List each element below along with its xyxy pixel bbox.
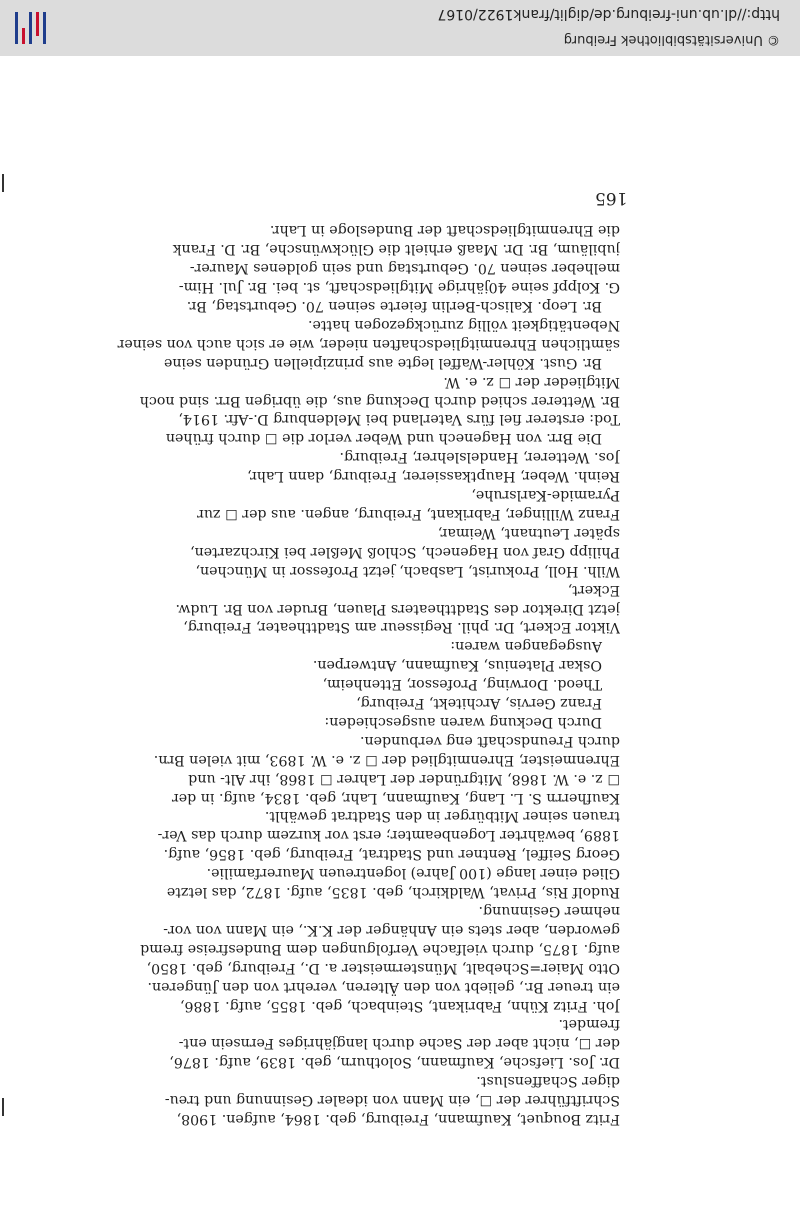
- text-line: fremdet.: [558, 1016, 620, 1033]
- text-line: jetzt Direktor des Stadttheaters Plauen, Bruder von Br. Ludw.: [175, 600, 620, 617]
- page-number: 165: [595, 188, 628, 208]
- text-line: trauen seiner Mitbürger in den Stadtrat gewählt.: [264, 808, 620, 825]
- text-line: Joh. Fritz Kühn, Fabrikant, Steinbach, geb. 1855, aufg. 1886,: [179, 997, 620, 1014]
- text-line: Ehrenmeister, Ehrenmitglied der ☐ z. e. W. 1893, mit vielen Brn.: [153, 751, 620, 768]
- text-line: Glied einer lange (100 Jahre) logentreuen Maurerfamilie.: [206, 865, 620, 882]
- text-line: Br. Gust. Köhler-Waffel legte aus prinzipiellen Gründen seine: [163, 354, 602, 371]
- text-line: diger Schaffenslust.: [476, 1073, 620, 1090]
- text-line: 1889, bewährter Logenbeamter; erst vor kurzem durch das Ver-: [157, 827, 620, 844]
- text-line: Eckert,: [567, 581, 620, 598]
- text-line: Franz Willinger, Fabrikant, Freiburg, angen. aus der ☐ zur: [197, 506, 620, 522]
- copyright-text: © Universitätsbibliothek Freiburg: [563, 32, 780, 47]
- text-line: Oskar Platenius, Kaufmann, Antwerpen.: [312, 657, 602, 674]
- text-line: Nebentätigkeit völlig zurückgezogen hatte.: [307, 316, 620, 333]
- page-text: [8, 221, 620, 1129]
- text-line: sämtlichen Ehrenmitgliedschaften nieder, wie er sich auch von seiner: [117, 335, 620, 352]
- text-line: Dr. Jos. Liefsche, Kaufmann, Solothurn, geb. 1839, aufg. 1876,: [169, 1054, 620, 1071]
- text-line: Philipp Graf von Hagenech, Schloß Meßler bei Kirchzarten,: [190, 543, 620, 560]
- text-line: Mitglieder der ☐ z. e. W.: [443, 373, 620, 390]
- text-line: Jos. Wetterer, Handelslehrer, Freiburg.: [339, 449, 620, 466]
- text-line: Fritz Bouquet, Kaufmann, Freiburg, geb. 1864, aufgen. 1908,: [176, 1111, 620, 1127]
- ub-freiburg-logo-icon: [10, 8, 50, 48]
- text-line: Rudolf Ris, Privat, Waldkirch, geb. 1835, aufg. 1872, das letzte: [166, 884, 620, 901]
- margin-mark: [2, 174, 4, 192]
- text-line: Tod: ersterer fiel fürs Vaterland bei Meldenburg D.-Afr. 1914,: [178, 411, 620, 428]
- text-line: Georg Seiffel, Rentner und Stadtrat, Freiburg, geb. 1856, aufg.: [163, 846, 620, 863]
- text-line: ein treuer Br., geliebt von den Älteren, verehrt von den Jüngeren.: [147, 978, 620, 995]
- text-line: Otto Maier=Schebalt, Münstermeister a. D., Freiburg, geb. 1850,: [146, 959, 620, 976]
- margin-mark: [2, 1098, 4, 1116]
- text-line: melheber seinen 70. Geburtstag und sein goldenes Maurer-: [189, 260, 620, 277]
- text-line: Br. Leop. Kalisch-Berlin feierte seinen 70. Geburtstag, Br.: [186, 298, 602, 315]
- text-line: Franz Gervis, Architekt, Freiburg,: [356, 695, 602, 712]
- text-line: Wilh. Holl, Prokurist, Lasbach, jetzt Professor in München,: [195, 562, 620, 579]
- text-line: ☐ z. e. W. 1868, Mitgründer der Lahrer ☐ 1868, ihr Alt- und: [188, 770, 620, 787]
- text-line: Viktor Eckert, Dr. phil. Regisseur am Stadttheater, Freiburg,: [183, 619, 620, 636]
- text-line: geworden, aber stets ein Anhänger der K.K., ein Mann von vor-: [163, 921, 620, 938]
- text-line: Pyramide-Karlsruhe,: [471, 487, 620, 504]
- text-line: durch Freundschaft eng verbunden.: [359, 732, 620, 749]
- text-line: Schriftführer der ☐, ein Mann von idealer Gesinnung und treu-: [164, 1092, 620, 1109]
- text-line: Theod. Dorwing, Professor, Ettenheim,: [322, 676, 602, 693]
- text-line: Reinh. Weber, Hauptkassierer, Freiburg, dann Lahr,: [247, 468, 620, 485]
- text-line: Ausgegangen waren:: [450, 638, 602, 655]
- text-line: der ☐, nicht aber der Sache durch langjähriges Fernsein ent-: [178, 1035, 620, 1052]
- text-line: Br. Wetterer schied durch Deckung aus, die übrigen Brr. sind noch: [139, 392, 620, 409]
- text-line: später Leutnant, Weimar,: [437, 524, 620, 541]
- text-line: Durch Deckung waren ausgeschieden:: [324, 713, 602, 730]
- footer-bar: [0, 0, 800, 56]
- text-line: nehmer Gesinnung.: [478, 903, 620, 920]
- text-line: jubiläum, Br. Dr. Maaß erhielt die Glückwünsche, Br. D. Frank: [172, 241, 620, 258]
- text-line: die Ehrenmitgliedschaft der Bundesloge in Lahr.: [269, 222, 620, 239]
- text-line: Die Brr. von Hagenech und Weber verlor die ☐ durch frühen: [165, 430, 602, 447]
- text-line: Kaufherrn S. L. Lang, Kaufmann, Lahr, geb. 1834, aufg. in der: [172, 789, 620, 806]
- text-line: G. Kolppf seine 40jährige Mitgliedschaft, st. bei. Br. Jul. Him-: [178, 279, 620, 296]
- text-line: aufg. 1875, durch vielfache Verfolgungen dem Bundesfreise fremd: [140, 940, 620, 957]
- permalink-url[interactable]: http://dl.ub.uni-freiburg.de/diglit/frank1922/0167: [437, 6, 780, 22]
